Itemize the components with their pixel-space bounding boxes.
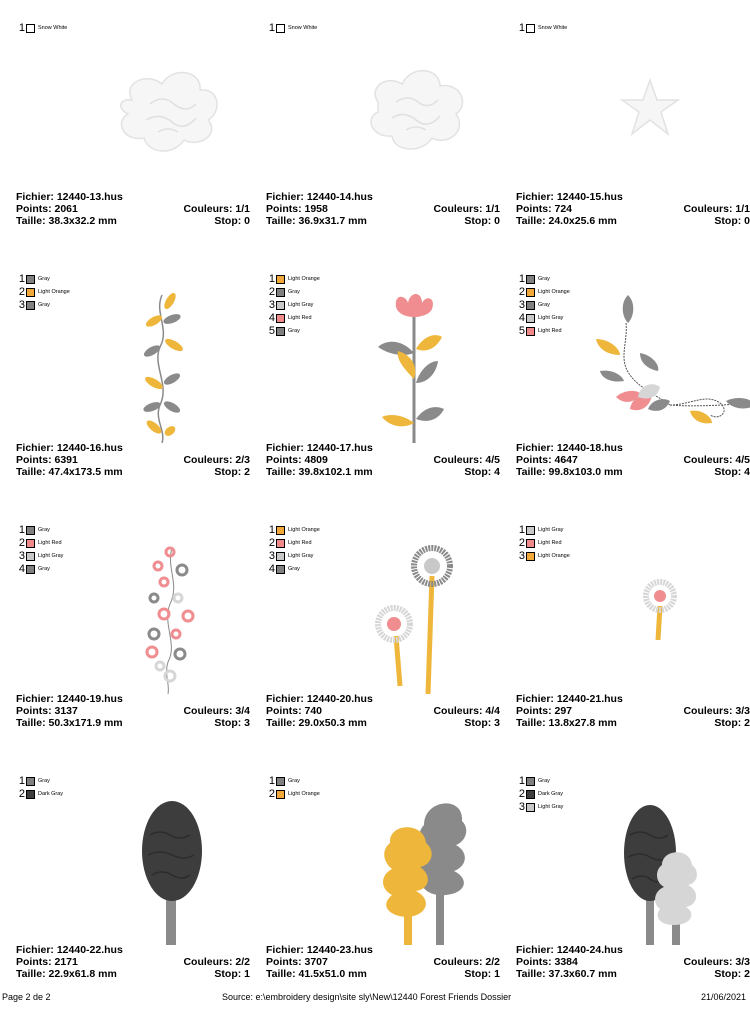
color-list [266,775,320,801]
design-card [510,263,750,508]
page-number: Page 2 de 2 [2,992,51,1002]
color-number: 2 [268,286,275,298]
color-number: 4 [268,563,275,575]
file-name: Fichier: 12440-18.hus [516,442,623,454]
source-path: Source: e:\embroidery design\site sly\New\12440 Forest Friends Dossier [222,992,512,1002]
color-list [16,22,67,35]
color-row [266,775,320,788]
color-name: Light Gray [288,302,314,308]
stops: Stop: 3 [214,717,250,729]
points: Points: 3707 [266,956,328,968]
points: Points: 3137 [16,705,78,717]
dandelion-pair-embroidery-image [320,544,510,694]
points: Points: 4647 [516,454,578,466]
color-row [266,524,320,537]
color-list [266,22,317,35]
size: Taille: 29.0x50.3 mm [266,717,367,729]
color-list [516,22,567,35]
color-number: 2 [18,788,25,800]
color-row [266,788,320,801]
color-row [16,775,63,788]
size: Taille: 37.3x60.7 mm [516,968,617,980]
stops: Stop: 2 [714,968,750,980]
color-row [266,312,320,325]
color-name: Light Orange [288,791,320,797]
design-card [260,514,502,759]
color-name: Gray [38,276,50,282]
color-row [16,563,63,576]
file-name: Fichier: 12440-14.hus [266,191,373,203]
color-row [516,524,570,537]
color-swatch [526,526,535,535]
design-card [10,765,252,1010]
color-swatch [526,327,535,336]
star-embroidery-image [570,42,750,192]
color-row [16,550,63,563]
color-number: 3 [18,550,25,562]
design-card [10,514,252,759]
color-name: Gray [288,566,300,572]
couleurs: Couleurs: 3/3 [683,705,750,717]
size: Taille: 36.9x31.7 mm [266,215,367,227]
color-row [266,537,320,550]
color-swatch [526,288,535,297]
design-info [16,442,250,478]
color-swatch [26,777,35,786]
size: Taille: 47.4x173.5 mm [16,466,123,478]
color-number: 1 [18,273,25,285]
color-list [266,524,320,576]
points: Points: 3384 [516,956,578,968]
color-number: 3 [518,550,525,562]
color-row [516,325,570,338]
cloud-embroidery-image [320,42,510,192]
color-swatch [276,565,285,574]
color-row [516,273,570,286]
couleurs: Couleurs: 4/4 [433,705,500,717]
color-row [266,325,320,338]
points: Points: 724 [516,203,573,215]
design-info [516,944,750,980]
color-number: 5 [518,325,525,337]
file-name: Fichier: 12440-13.hus [16,191,123,203]
color-swatch [526,314,535,323]
tree-pair-embroidery-image [570,795,750,945]
date: 21/06/2021 [700,992,746,1002]
stops: Stop: 3 [464,717,500,729]
color-number: 2 [518,537,525,549]
color-number: 1 [268,775,275,787]
color-list [16,524,63,576]
file-name: Fichier: 12440-21.hus [516,693,623,705]
color-row [16,524,63,537]
stops: Stop: 0 [214,215,250,227]
stops: Stop: 0 [714,215,750,227]
stops: Stop: 2 [714,717,750,729]
couleurs: Couleurs: 1/1 [683,203,750,215]
color-row [516,286,570,299]
color-name: Light Orange [538,289,570,295]
color-number: 1 [268,524,275,536]
color-name: Light Gray [38,553,64,559]
stops: Stop: 1 [214,968,250,980]
color-swatch [526,24,535,33]
color-list [16,273,70,312]
couleurs: Couleurs: 2/2 [433,956,500,968]
color-row [16,299,70,312]
color-swatch [276,275,285,284]
file-name: Fichier: 12440-17.hus [266,442,373,454]
couleurs: Couleurs: 3/3 [683,956,750,968]
color-row [16,286,70,299]
design-info [516,191,750,227]
size: Taille: 13.8x27.8 mm [516,717,617,729]
color-name: Snow White [38,25,68,31]
color-number: 2 [518,788,525,800]
design-card [10,12,252,257]
color-name: Light Gray [538,804,564,810]
color-swatch [276,314,285,323]
color-number: 3 [18,299,25,311]
stops: Stop: 4 [464,466,500,478]
couleurs: Couleurs: 4/5 [683,454,750,466]
color-swatch [276,301,285,310]
color-name: Dark Gray [38,791,64,797]
color-list [516,775,563,814]
design-card [510,514,750,759]
points: Points: 1958 [266,203,328,215]
color-number: 4 [18,563,25,575]
file-name: Fichier: 12440-20.hus [266,693,373,705]
size: Taille: 39.8x102.1 mm [266,466,373,478]
color-swatch [26,301,35,310]
color-name: Gray [538,778,550,784]
color-number: 1 [268,273,275,285]
color-name: Light Red [288,315,312,321]
color-name: Light Gray [538,527,564,533]
dark-tree-embroidery-image [70,795,260,945]
corner-flower-embroidery-image [570,293,750,443]
file-name: Fichier: 12440-15.hus [516,191,623,203]
dotted-flower-vine-embroidery-image [70,544,260,694]
color-swatch [276,539,285,548]
color-name: Gray [38,566,50,572]
color-list [16,775,63,801]
color-number: 3 [268,550,275,562]
file-name: Fichier: 12440-16.hus [16,442,123,454]
couleurs: Couleurs: 1/1 [433,203,500,215]
color-name: Light Orange [38,289,70,295]
color-number: 3 [518,801,525,813]
color-swatch [26,790,35,799]
color-row [516,22,567,35]
color-number: 2 [18,286,25,298]
design-info [516,693,750,729]
color-number: 2 [268,537,275,549]
color-row [266,550,320,563]
couleurs: Couleurs: 3/4 [183,705,250,717]
file-name: Fichier: 12440-24.hus [516,944,623,956]
color-swatch [526,301,535,310]
color-name: Light Red [288,540,312,546]
color-row [16,537,63,550]
tree-pair-embroidery-image [320,795,510,945]
color-swatch [526,539,535,548]
size: Taille: 99.8x103.0 mm [516,466,623,478]
color-number: 1 [18,775,25,787]
color-swatch [276,24,285,33]
color-row [516,299,570,312]
points: Points: 297 [516,705,573,717]
design-info [16,693,250,729]
color-swatch [26,275,35,284]
color-swatch [276,790,285,799]
stops: Stop: 2 [214,466,250,478]
color-number: 5 [268,325,275,337]
color-name: Snow White [288,25,318,31]
color-name: Light Gray [538,315,564,321]
color-swatch [26,539,35,548]
color-number: 1 [518,22,525,34]
design-card [510,765,750,1010]
design-card [260,12,502,257]
design-info [16,944,250,980]
color-name: Dark Gray [538,791,564,797]
design-info [266,191,500,227]
color-number: 4 [268,312,275,324]
color-swatch [276,777,285,786]
color-number: 1 [18,524,25,536]
color-list [516,273,570,338]
color-swatch [26,552,35,561]
color-number: 4 [518,312,525,324]
size: Taille: 38.3x32.2 mm [16,215,117,227]
color-name: Light Orange [288,276,320,282]
points: Points: 6391 [16,454,78,466]
color-swatch [276,288,285,297]
couleurs: Couleurs: 1/1 [183,203,250,215]
color-row [516,537,570,550]
color-list [266,273,320,338]
color-swatch [26,24,35,33]
points: Points: 2061 [16,203,78,215]
color-row [266,22,317,35]
points: Points: 740 [266,705,323,717]
size: Taille: 41.5x51.0 mm [266,968,367,980]
design-info [516,442,750,478]
size: Taille: 22.9x61.8 mm [16,968,117,980]
color-name: Light Orange [538,553,570,559]
stops: Stop: 1 [464,968,500,980]
color-row [516,788,563,801]
size: Taille: 24.0x25.6 mm [516,215,617,227]
color-name: Gray [288,289,300,295]
color-name: Gray [38,302,50,308]
color-row [266,299,320,312]
color-swatch [26,288,35,297]
color-swatch [526,552,535,561]
color-row [516,801,563,814]
color-name: Snow White [538,25,568,31]
design-card [10,263,252,508]
color-name: Gray [38,778,50,784]
color-row [16,273,70,286]
design-card [510,12,750,257]
color-number: 3 [518,299,525,311]
color-row [266,286,320,299]
stops: Stop: 0 [464,215,500,227]
color-swatch [526,777,535,786]
file-name: Fichier: 12440-23.hus [266,944,373,956]
color-number: 1 [18,22,25,34]
page-footer [0,992,750,1003]
color-number: 2 [518,286,525,298]
file-name: Fichier: 12440-19.hus [16,693,123,705]
color-swatch [276,552,285,561]
color-row [266,273,320,286]
color-row [16,22,67,35]
color-swatch [526,275,535,284]
single-dandelion-embroidery-image [570,544,750,694]
color-name: Gray [538,302,550,308]
design-info [266,944,500,980]
cloud-embroidery-image [70,42,260,192]
color-name: Light Red [538,540,562,546]
design-card [260,263,502,508]
design-info [266,442,500,478]
color-row [266,563,320,576]
color-row [516,312,570,325]
color-name: Gray [538,276,550,282]
color-name: Light Gray [288,553,314,559]
design-info [16,191,250,227]
color-number: 1 [518,273,525,285]
design-info [266,693,500,729]
color-name: Light Red [538,328,562,334]
couleurs: Couleurs: 2/2 [183,956,250,968]
color-name: Light Red [38,540,62,546]
color-swatch [26,526,35,535]
color-number: 1 [518,524,525,536]
size: Taille: 50.3x171.9 mm [16,717,123,729]
color-swatch [276,526,285,535]
couleurs: Couleurs: 2/3 [183,454,250,466]
color-number: 2 [268,788,275,800]
design-card [260,765,502,1010]
color-swatch [526,790,535,799]
color-swatch [526,803,535,812]
stops: Stop: 4 [714,466,750,478]
color-name: Gray [288,328,300,334]
color-number: 2 [18,537,25,549]
points: Points: 4809 [266,454,328,466]
color-row [516,550,570,563]
color-name: Light Orange [288,527,320,533]
color-row [16,788,63,801]
points: Points: 2171 [16,956,78,968]
color-number: 1 [518,775,525,787]
color-name: Gray [288,778,300,784]
file-name: Fichier: 12440-22.hus [16,944,123,956]
tulip-embroidery-image [320,293,510,443]
color-number: 1 [268,22,275,34]
color-list [516,524,570,563]
color-name: Gray [38,527,50,533]
leaf-vine-embroidery-image [70,293,260,443]
color-row [516,775,563,788]
couleurs: Couleurs: 4/5 [433,454,500,466]
color-number: 3 [268,299,275,311]
color-swatch [26,565,35,574]
color-swatch [276,327,285,336]
